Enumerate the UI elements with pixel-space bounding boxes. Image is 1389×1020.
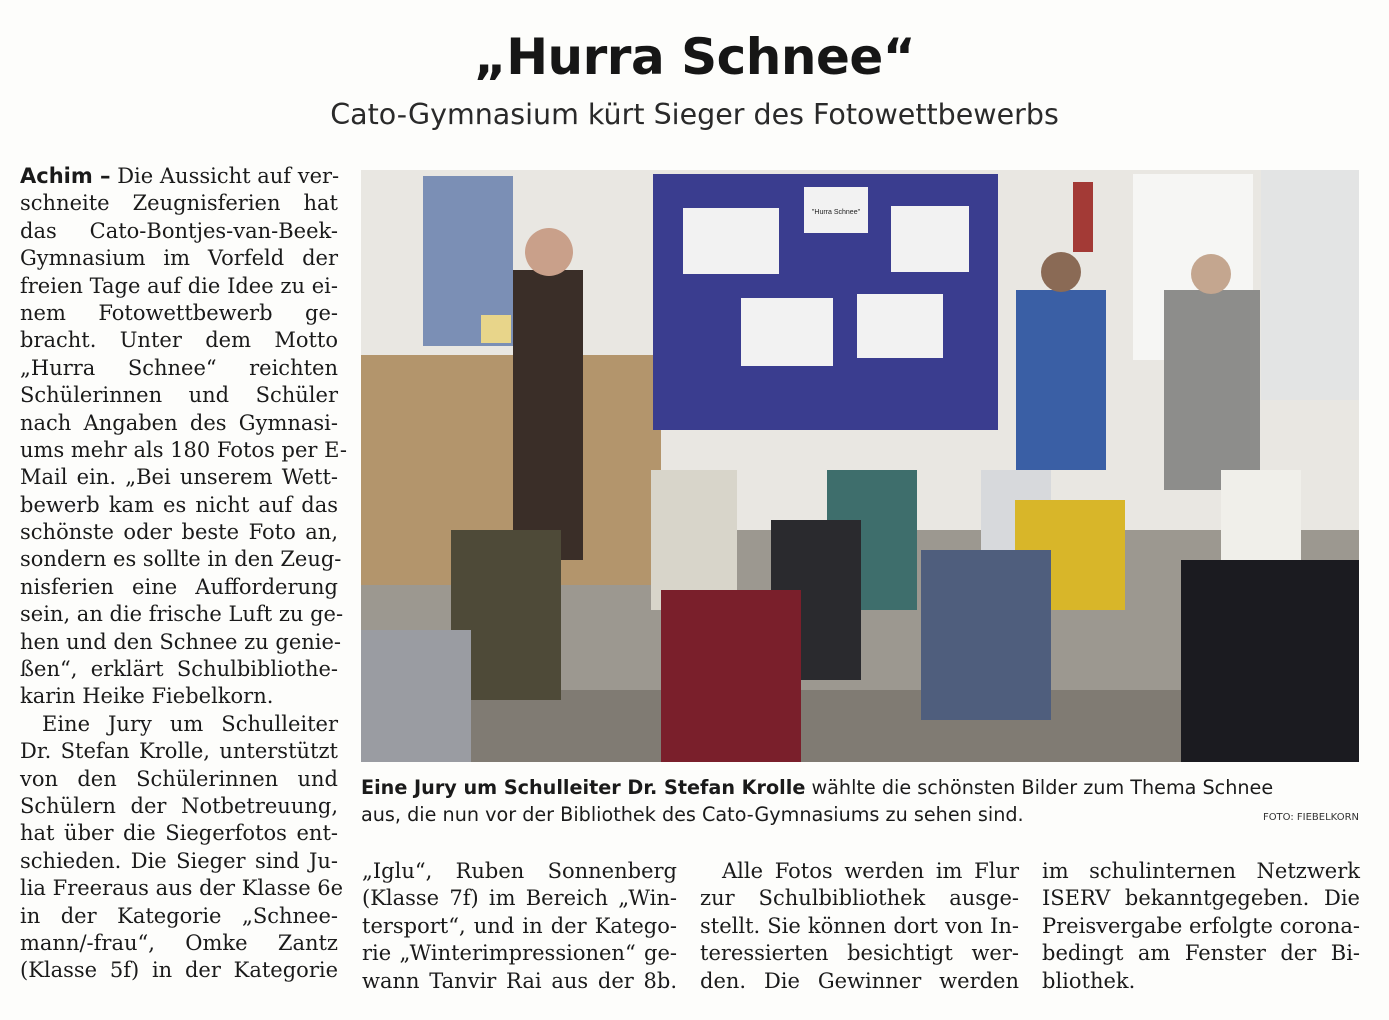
article-line: tersport“, und in der Katego- xyxy=(362,913,677,938)
article-column-3 xyxy=(700,858,1019,995)
article-line: sondern es sollte in den Zeug- xyxy=(20,547,342,572)
subheadline: Cato-Gymnasium kürt Sieger des Fotowettbewerbs xyxy=(330,98,1059,131)
photo-person xyxy=(921,550,1051,720)
photo-window xyxy=(1261,170,1359,400)
photo-pinned-picture xyxy=(891,206,969,272)
dateline: Achim – xyxy=(20,164,111,188)
article-line: Dr. Stefan Krolle, unterstützt xyxy=(20,739,338,764)
article-line: Alle Fotos werden im Flur xyxy=(722,859,1019,883)
article-line: rie „Winterimpressionen“ ge- xyxy=(362,941,677,966)
caption-line-2: aus, die nun vor der Bibliothek des Cato-Gymnasiums zu sehen sind. xyxy=(361,803,1024,826)
article-line: wann Tanvir Rai aus der 8b. xyxy=(362,968,677,993)
article-line: lia Freeraus aus der Klasse 6e xyxy=(20,876,344,901)
article-line: hat über die Siegerfotos ent- xyxy=(20,821,338,846)
article-line: ums mehr als 180 Fotos per E- xyxy=(20,437,347,462)
article-line: ßen“, erklärt Schulbibliothe- xyxy=(20,657,338,682)
article-column-4 xyxy=(1042,858,1360,995)
article-line: Preisvergabe erfolgte corona- xyxy=(1042,913,1360,938)
photo-credit: FOTO: FIEBELKORN xyxy=(1262,812,1359,823)
article-line: bliothek. xyxy=(1042,968,1136,993)
article-line: nem Fotowettbewerb ge- xyxy=(20,300,338,325)
article-line: von den Schülerinnen und xyxy=(20,766,338,791)
article-line: Schülerinnen und Schüler xyxy=(20,383,338,408)
photo-pinned-picture xyxy=(683,208,779,274)
article-line: Mail ein. „Bei unserem Wett- xyxy=(20,465,338,490)
article-line: Eine Jury um Schulleiter xyxy=(42,711,338,736)
photo-person xyxy=(1016,290,1106,470)
article-line: im schulinternen Netzwerk xyxy=(1042,859,1360,883)
article-line: schneite Zeugnisferien hat xyxy=(20,191,338,216)
article-line: bedingt am Fenster der Bi- xyxy=(1042,941,1360,966)
article-line: mann/-frau“, Omke Zantz xyxy=(20,930,338,955)
photo-person xyxy=(1164,290,1260,490)
article-line: hen und den Schnee zu genie- xyxy=(20,629,342,654)
article-line: nach Angaben des Gymnasi- xyxy=(20,410,338,435)
caption-line-1: Eine Jury um Schulleiter Dr. Stefan Krolle wählte die schönsten Bilder zum Thema Schnee xyxy=(361,776,1274,799)
caption-bold: Eine Jury um Schulleiter Dr. Stefan Krolle xyxy=(361,776,806,799)
article-photo xyxy=(361,170,1359,762)
article-line: schönste oder beste Foto an, xyxy=(20,520,338,545)
article-line: Gymnasium im Vorfeld der xyxy=(20,246,338,271)
article-line: nisferien eine Aufforderung xyxy=(20,574,338,599)
photo-person-head xyxy=(1191,254,1231,294)
article-line: teressierten besichtigt wer- xyxy=(700,941,1019,966)
photo-person xyxy=(361,630,471,762)
article-line: (Klasse 5f) in der Kategorie xyxy=(20,958,338,983)
article-line: in der Kategorie „Schnee- xyxy=(20,903,338,928)
article-line: stellt. Sie können dort von In- xyxy=(700,913,1019,938)
photo-pinned-sign-text: "Hurra Schnee" xyxy=(811,209,861,216)
article-line: ISERV bekanntgegeben. Die xyxy=(1042,886,1360,911)
article-line: bracht. Unter dem Motto xyxy=(20,328,338,353)
photo-person-head xyxy=(525,228,573,276)
article-line: das Cato-Bontjes-van-Beek- xyxy=(20,218,338,243)
photo-person xyxy=(661,590,801,762)
article-line: „Iglu“, Ruben Sonnenberg xyxy=(362,859,677,883)
article-line: zur Schulbibliothek ausge- xyxy=(700,886,1019,911)
article-column-1 xyxy=(20,163,347,985)
article-line: Achim – Die Aussicht auf ver- xyxy=(20,164,340,188)
article-line: karin Heike Fiebelkorn. xyxy=(20,684,274,709)
article-line: bewerb kam es nicht auf das xyxy=(20,492,338,517)
photo-pinned-picture xyxy=(741,298,833,366)
article-line: (Klasse 7f) im Bereich „Win- xyxy=(362,886,677,911)
photo-fire-extinguisher xyxy=(1073,182,1093,252)
photo-pinned-picture xyxy=(857,294,943,358)
photo-note xyxy=(481,315,511,343)
photo-person-principal xyxy=(513,270,583,560)
photo-person-head xyxy=(1041,252,1081,292)
article-line: den. Die Gewinner werden xyxy=(700,968,1019,993)
photo-person xyxy=(651,470,737,610)
article-line: schieden. Die Sieger sind Ju- xyxy=(20,848,338,873)
photo-person xyxy=(1181,560,1359,762)
article-line: „Hurra Schnee“ reichten xyxy=(20,355,338,380)
article-line: sein, an die frische Luft zu ge- xyxy=(20,602,344,627)
article-column-2 xyxy=(362,858,677,995)
photo-caption xyxy=(361,774,1359,828)
headline: „Hurra Schnee“ xyxy=(473,28,916,86)
article-line: freien Tage auf die Idee zu ei- xyxy=(20,273,338,298)
article-line: Schülern der Notbetreuung, xyxy=(20,793,338,818)
